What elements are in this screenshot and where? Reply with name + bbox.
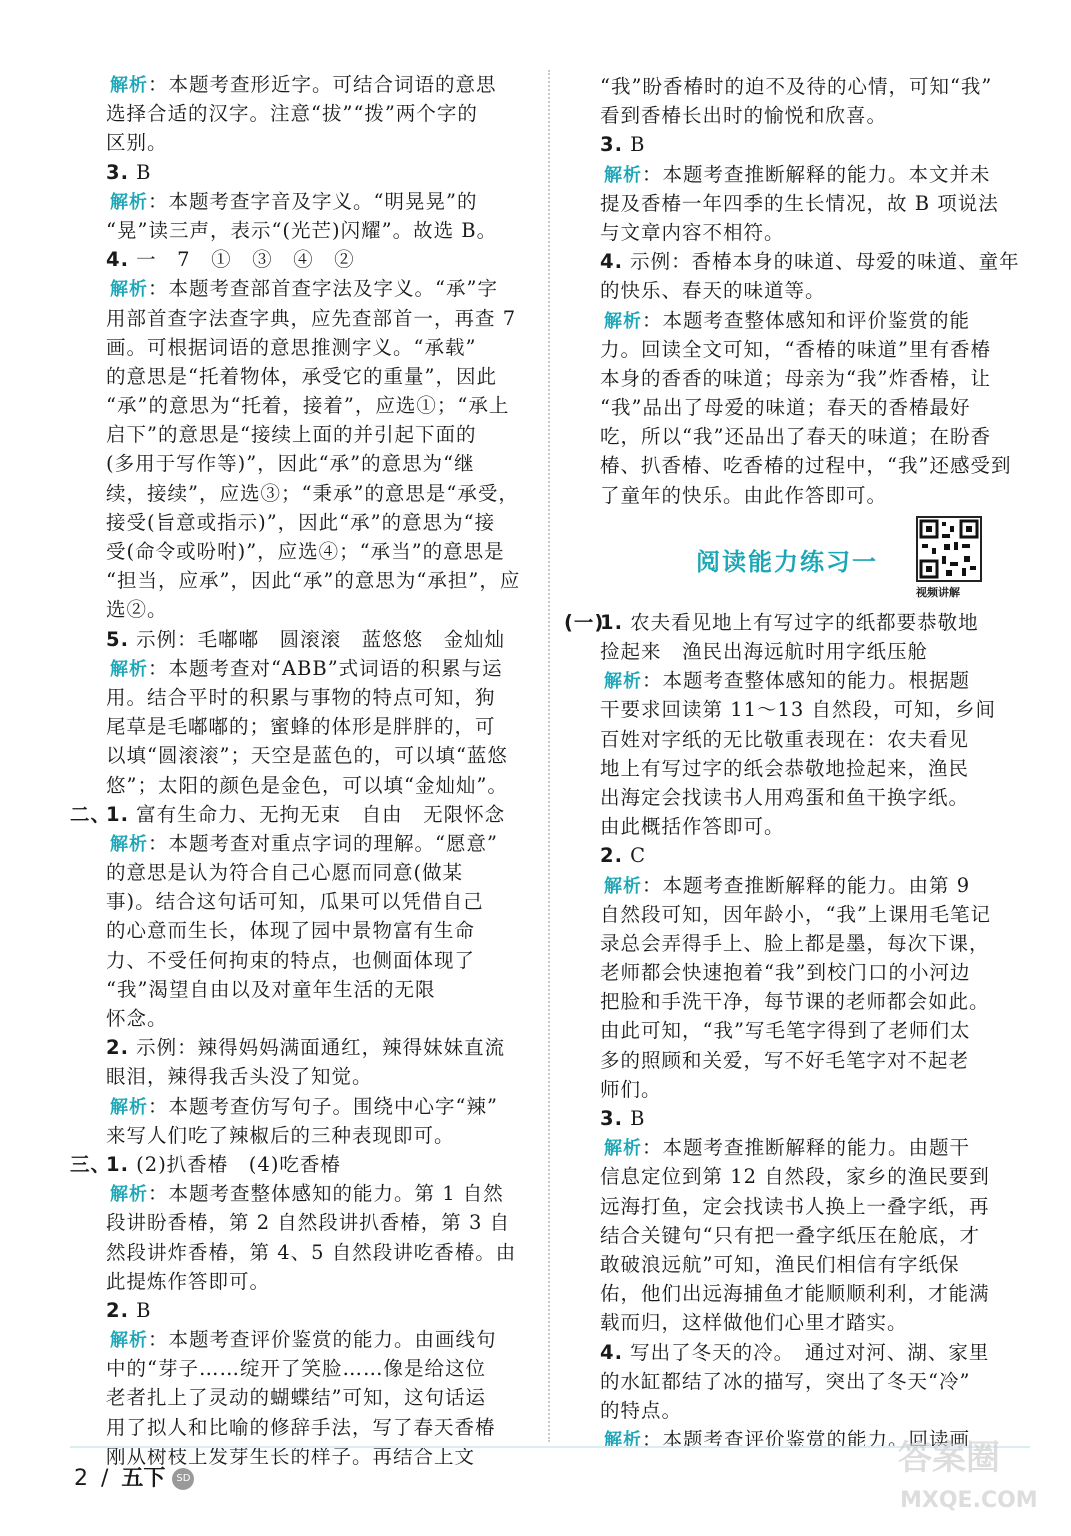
line-text: 接受(旨意或指示)”，因此“承”的意思为“接 (106, 510, 496, 534)
text-line (106, 245, 526, 274)
line-text: 然段讲炸香椿，第 4、5 自然段讲吃香椿。由 (106, 1240, 517, 1264)
question-number: 1. (106, 802, 129, 826)
line-text: “我”渴望自由以及对童年生活的无限 (106, 977, 436, 1001)
question-number: 4. (600, 250, 623, 274)
line-text: 远海打鱼，定会找读书人换上一叠字纸，再 (600, 1194, 990, 1218)
right-top-block (600, 72, 1024, 510)
line-text: 载而归，这样做他们心里才踏实。 (600, 1311, 908, 1335)
line-text: ：本题考查推断解释的能力。由第 9 (642, 873, 971, 897)
line-text: C (622, 844, 647, 868)
text-line (106, 362, 526, 391)
line-text: ：本题考查整体感知的能力。第 1 自然 (148, 1182, 504, 1206)
text-line (600, 451, 1024, 480)
line-text: “晃”读三声，表示“(光芒)闪耀”。故选 B。 (106, 218, 498, 242)
line-text: 段讲盼香椿，第 2 自然段讲扒香椿，第 3 自 (106, 1211, 511, 1235)
text-line (600, 422, 1024, 451)
text-line (106, 741, 526, 770)
line-text: 与文章内容不相符。 (600, 220, 785, 244)
watermark-url: MXQE.COM (900, 1488, 1038, 1513)
line-text: “我”品出了母爱的味道；春天的香椿最好 (600, 396, 971, 420)
text-line (106, 304, 526, 333)
line-text: 用。结合平时的积累与事物的特点可知，狗 (106, 685, 496, 709)
text-line (106, 1004, 526, 1033)
line-text: ：本题考查推断解释的能力。由题干 (642, 1136, 971, 1160)
text-line (106, 771, 526, 800)
text-line (106, 1179, 526, 1208)
line-text: 敢破浪远航”可知，渔民们相信有字纸保 (600, 1252, 960, 1276)
text-line (600, 1016, 1024, 1045)
line-text: 尾草是毛嘟嘟的；蜜蜂的体形是胖胖的，可 (106, 715, 496, 739)
text-line (106, 391, 526, 420)
text-line (106, 946, 526, 975)
grade-label: 五下 (121, 1466, 166, 1491)
text-line (600, 1104, 1024, 1133)
text-line (106, 1208, 526, 1237)
line-text: ：本题考查对重点字词的理解。“愿意” (148, 831, 498, 855)
analysis-tag: 解析 (110, 279, 148, 301)
text-line (600, 189, 1024, 218)
text-line (106, 333, 526, 362)
line-text: B (622, 133, 646, 157)
line-text: ：本题考查整体感知的能力。根据题 (642, 669, 971, 693)
text-line (600, 306, 1024, 335)
text-line (600, 1162, 1024, 1191)
text-line (600, 958, 1024, 987)
text-line (564, 608, 1024, 637)
line-text: ：本题考查评价鉴赏的能力。回读画 (642, 1428, 971, 1452)
text-line (106, 158, 526, 187)
line-text: 区别。 (106, 131, 168, 155)
question-number: 2. (600, 844, 623, 868)
footer-rule (70, 1446, 1030, 1448)
text-line (600, 364, 1024, 393)
right-bottom-block (564, 608, 1024, 1454)
line-text: 的快乐、春天的味道等。 (600, 279, 826, 303)
text-line (106, 595, 526, 624)
line-text: 事)。结合这句话可知，瓜果可以凭借自己 (106, 890, 484, 914)
line-text: 由此概括作答即可。 (600, 815, 785, 839)
text-line (106, 99, 526, 128)
analysis-tag: 解析 (604, 1138, 642, 1160)
line-text: B (622, 1107, 646, 1130)
line-text: 老者扎上了灵动的蝴蝶结”可知，这句话运 (106, 1386, 486, 1410)
left-column (70, 70, 526, 1471)
line-text: 选②。 (106, 598, 168, 622)
text-line (106, 654, 526, 683)
analysis-tag: 解析 (604, 164, 642, 186)
text-line (106, 508, 526, 537)
text-line (70, 800, 526, 829)
line-text: 示例：香椿本身的味道、母爱的味道、童年 (622, 250, 1020, 274)
text-line (600, 393, 1024, 422)
line-text: 了童年的快乐。由此作答即可。 (600, 483, 888, 507)
line-text: 来写人们吃了辣椒后的三种表现即可。 (106, 1123, 455, 1147)
text-line (106, 829, 526, 858)
text-line (106, 683, 526, 712)
line-text: B (128, 160, 152, 184)
section-title: 阅读能力练习一 (696, 547, 878, 576)
text-line (600, 1221, 1024, 1250)
line-text: 捡起来 渔民出海远航时用字纸压舱 (600, 640, 929, 663)
line-text: “承”的意思为“托着，接着”，应选①；“承上 (106, 394, 510, 418)
text-line (600, 335, 1024, 364)
qr-code-icon[interactable] (916, 516, 982, 582)
text-line (106, 1062, 526, 1091)
line-text: 佑，他们出远海捕鱼才能顺顺利利，才能满 (600, 1282, 990, 1306)
text-line (106, 712, 526, 741)
analysis-tag: 解析 (110, 658, 148, 680)
text-line (600, 218, 1024, 247)
text-line (600, 1396, 1024, 1425)
text-line (600, 130, 1024, 159)
line-text: 写出了冬天的冷。 通过对河、湖、家里 (622, 1340, 990, 1364)
text-line (106, 1354, 526, 1383)
line-text: 百姓对字纸的无比敬重表现在：农夫看见 (600, 727, 970, 751)
line-text: 示例：毛嘟嘟 圆滚滚 蓝悠悠 金灿灿 (128, 627, 506, 651)
section-number: 三、 (70, 1152, 112, 1176)
text-line (106, 537, 526, 566)
text-line (600, 725, 1024, 754)
text-line (600, 276, 1024, 305)
text-line (600, 101, 1024, 130)
line-text: 吃，所以“我”还品出了春天的味道；在盼香 (600, 425, 991, 449)
section-number: (一) (564, 610, 605, 634)
line-text: 干要求回读第 11～13 自然段，可知，乡间 (600, 698, 997, 722)
line-text: 怀念。 (106, 1007, 168, 1030)
text-line (600, 160, 1024, 189)
page-footer (74, 1461, 194, 1492)
section-number: 二、 (70, 802, 112, 826)
analysis-tag: 解析 (110, 191, 148, 213)
text-line (600, 72, 1024, 101)
text-line (600, 1338, 1024, 1367)
analysis-tag: 解析 (604, 1430, 642, 1452)
line-text: 本身的香香的味道；母亲为“我”炸香椿，让 (600, 366, 991, 390)
line-text: ：本题考查对“ABB”式词语的积累与运 (148, 656, 503, 680)
text-line (106, 916, 526, 945)
text-line (600, 929, 1024, 958)
text-line (70, 1150, 526, 1179)
line-text: 信息定位到第 12 自然段，家乡的渔民要到 (600, 1165, 990, 1189)
line-text: 农夫看见地上有写过字的纸都要恭敬地 (622, 610, 979, 634)
qr-caption: 视频讲解 (916, 585, 960, 599)
analysis-tag: 解析 (110, 1184, 148, 1206)
line-text: 提及香椿一年四季的生长情况，故 B 项说法 (600, 191, 999, 215)
text-line (106, 479, 526, 508)
question-number: 3. (600, 133, 623, 157)
text-line (600, 1075, 1024, 1104)
question-number: 4. (106, 248, 129, 272)
question-number: 5. (106, 627, 129, 651)
text-line (106, 128, 526, 157)
text-line (106, 187, 526, 216)
line-text: 此提炼作答即可。 (106, 1269, 271, 1293)
text-line (106, 449, 526, 478)
line-text: 看到香椿长出时的愉悦和欣喜。 (600, 104, 888, 128)
text-line (600, 1250, 1024, 1279)
question-number: 3. (106, 160, 129, 184)
text-line (106, 70, 526, 99)
text-line (106, 1267, 526, 1296)
line-text: ：本题考查推断解释的能力。本文并未 (642, 162, 991, 186)
line-text: 续，接续”，应选③；“秉承”的意思是“承受， (106, 481, 519, 505)
line-text: 的特点。 (600, 1398, 683, 1422)
line-text: 椿、扒香椿、吃香椿的过程中，“我”还感受到 (600, 454, 1012, 478)
watermark: 答案圈 (898, 1438, 1000, 1478)
question-number: 4. (600, 1340, 623, 1364)
line-text: 示例：辣得妈妈满面通红，辣得妹妹直流 (128, 1036, 506, 1060)
text-line (600, 1367, 1024, 1396)
line-text: 地上有写过字的纸会恭敬地捡起来，渔民 (600, 756, 970, 780)
column-divider (548, 70, 550, 1442)
text-line (600, 987, 1024, 1016)
line-text: 出海定会找读书人用鸡蛋和鱼干换字纸。 (600, 785, 970, 809)
line-text: 的意思是认为符合自己心愿而同意(做某 (106, 861, 464, 885)
text-line (600, 900, 1024, 929)
line-text: 老师都会快速抱着“我”到校门口的小河边 (600, 961, 971, 985)
line-text: (多用于写作等)”，因此“承”的意思为“继 (106, 452, 475, 476)
line-text: ：本题考查评价鉴赏的能力。由画线句 (148, 1328, 497, 1352)
analysis-tag: 解析 (110, 833, 148, 855)
page-number: 2 (74, 1466, 88, 1491)
text-line (106, 1121, 526, 1150)
line-text: 一 7 ① ③ ④ ② (128, 248, 355, 272)
text-line (106, 625, 526, 654)
line-text: ：本题考查仿写句子。围绕中心字“辣” (148, 1094, 498, 1118)
section-header (600, 510, 1024, 608)
line-text: 刚从树枝上发芽生长的样子。再结合上文 (106, 1444, 476, 1468)
analysis-tag: 解析 (110, 1330, 148, 1352)
line-text: (2)扒香椿 (4)吃香椿 (128, 1152, 341, 1176)
line-text: 的意思是“托着物体，承受它的重量”，因此 (106, 364, 497, 388)
edition-badge: SD (172, 1468, 194, 1490)
line-text: 受(命令或吩咐)”，应选④；“承当”的意思是 (106, 540, 505, 563)
question-number: 2. (106, 1036, 129, 1060)
text-line (106, 1296, 526, 1325)
text-line (106, 566, 526, 595)
text-line (106, 975, 526, 1004)
line-text: ：本题考查字音及字义。“明晃晃”的 (148, 189, 478, 213)
line-text: 富有生命力、无拘无束 自由 无限怀念 (128, 802, 506, 826)
line-text: ：本题考查部首查字法及字义。“承”字 (148, 277, 498, 301)
line-text: 画。可根据词语的意思推测字义。“承载” (106, 335, 477, 359)
text-line (600, 1308, 1024, 1337)
analysis-tag: 解析 (604, 310, 642, 332)
text-line (600, 812, 1024, 841)
text-line (600, 1192, 1024, 1221)
line-text: 眼泪，辣得我舌头没了知觉。 (106, 1065, 373, 1089)
line-text: 启下”的意思是“接续上面的并引起下面的 (106, 423, 477, 447)
text-line (106, 887, 526, 916)
analysis-tag: 解析 (110, 1096, 148, 1118)
question-number: 1. (106, 1152, 129, 1176)
question-number: 2. (106, 1298, 129, 1322)
line-text: 力、不受任何拘束的特点，也侧面体现了 (106, 948, 476, 972)
text-line (106, 274, 526, 303)
text-line (106, 858, 526, 887)
text-line (600, 695, 1024, 724)
line-text: 自然段可知，因年龄小，“我”上课用毛笔记 (600, 902, 991, 926)
line-text: 的水缸都结了冰的描写，突出了冬天“冷” (600, 1369, 971, 1393)
text-line (600, 247, 1024, 276)
analysis-tag: 解析 (110, 75, 148, 96)
line-text: 用部首查字法查字典，应先查部首一，再查 7 (106, 306, 517, 330)
text-line (600, 841, 1024, 870)
text-line (600, 637, 1024, 666)
text-line (600, 1046, 1024, 1075)
question-number: 3. (600, 1107, 623, 1130)
text-line (106, 1033, 526, 1062)
text-line (106, 1413, 526, 1442)
line-text: “担当，应承”，因此“承”的意思为“承担”，应 (106, 569, 521, 593)
line-text: 中的“芽子……绽开了笑脸……像是给这位 (106, 1357, 486, 1381)
line-text: B (128, 1298, 152, 1322)
question-number: 1. (600, 610, 623, 634)
text-line (106, 420, 526, 449)
line-text: 力。回读全文可知，“香椿的味道”里有香椿 (600, 337, 991, 361)
text-line (600, 783, 1024, 812)
text-line (106, 1383, 526, 1412)
line-text: 多的照顾和关爱，写不好毛笔字对不起老 (600, 1048, 970, 1072)
line-text: 悠”；太阳的颜色是金色，可以填“金灿灿”。 (106, 773, 508, 797)
text-line (106, 1092, 526, 1121)
line-text: ：本题考查形近字。可结合词语的意思 (148, 73, 497, 96)
text-line (600, 1279, 1024, 1308)
text-line (106, 216, 526, 245)
line-text: 用了拟人和比喻的修辞手法，写了春天香椿 (106, 1415, 496, 1439)
line-text: 选择合适的汉字。注意“拔”“拨”两个字的 (106, 102, 478, 126)
analysis-tag: 解析 (604, 875, 642, 897)
analysis-tag: 解析 (604, 671, 642, 693)
text-line (600, 666, 1024, 695)
line-text: 结合关键句“只有把一叠字纸压在舱底，才 (600, 1223, 980, 1247)
text-line (600, 1133, 1024, 1162)
line-text: 把脸和手洗干净，每节课的老师都会如此。 (600, 990, 990, 1014)
line-text: 录总会弄得手上、脸上都是墨，每次下课， (600, 931, 990, 955)
text-line (600, 481, 1024, 510)
right-column (564, 72, 1024, 1454)
line-text: 以填“圆滚滚”；天空是蓝色的，可以填“蓝悠 (106, 744, 508, 768)
line-text: “我”盼香椿时的迫不及待的心情，可知“我” (600, 75, 993, 98)
footer-separator: / (101, 1466, 109, 1491)
text-line (106, 1238, 526, 1267)
line-text: ：本题考查整体感知和评价鉴赏的能 (642, 308, 971, 332)
text-line (106, 1325, 526, 1354)
text-line (600, 754, 1024, 783)
line-text: 师们。 (600, 1077, 662, 1101)
text-line (600, 871, 1024, 900)
line-text: 由此可知，“我”写毛笔字得到了老师们太 (600, 1019, 971, 1043)
line-text: 的心意而生长，体现了园中景物富有生命 (106, 919, 476, 943)
